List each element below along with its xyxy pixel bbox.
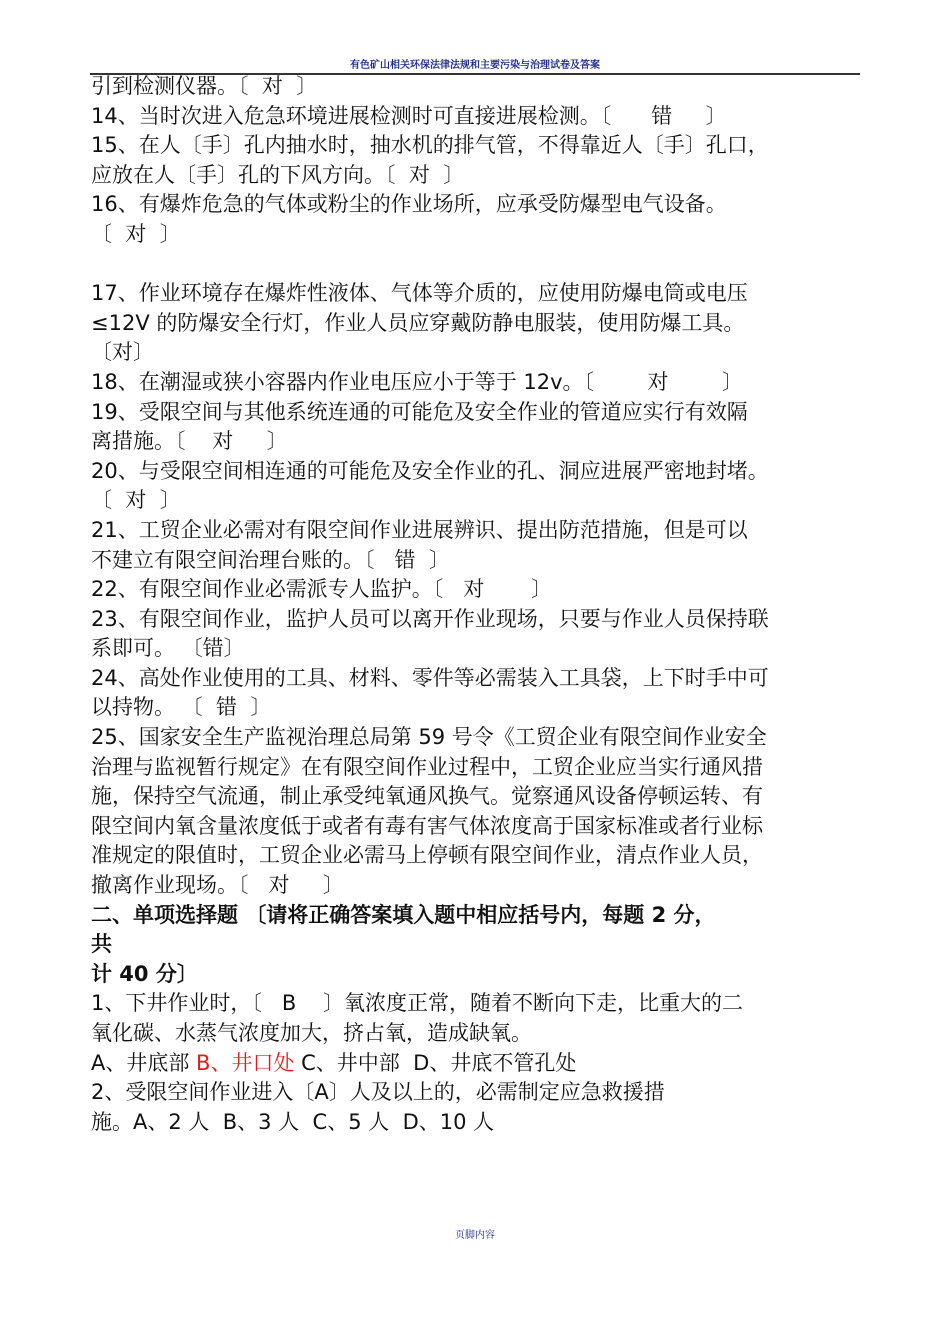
section-heading: 二、单项选择题 〔请将正确答案填入题中相应括号内，每题 2 分， — [91, 902, 716, 927]
text-line: 撤离作业现场。〔 对 〕 — [91, 873, 344, 898]
text-line: 施。A、2 人 B、3 人 C、5 人 D、10 人 — [91, 1109, 495, 1134]
document-body — [91, 72, 881, 1137]
text-line: 〔 对 〕 — [91, 221, 181, 246]
question-24: 24、高处作业使用的工具、材料、零件等必需装入工具袋，上下时手中可 — [91, 665, 769, 690]
question-23: 23、有限空间作业，监护人员可以离开作业现场，只要与作业人员保持联 — [91, 606, 769, 631]
question-21: 21、工贸企业必需对有限空间作业进展辨识、提出防范措施，但是可以 — [91, 517, 748, 542]
mc-question-2: 2、受限空间作业进入〔A〕人及以上的，必需制定应急救援措 — [91, 1080, 665, 1105]
question-16: 16、有爆炸危急的气体或粉尘的作业场所，应承受防爆型电气设备。 — [91, 192, 727, 217]
text-line: 限空间内氧含量浓度低于或者有毒有害气体浓度高于国家标准或者行业标 — [91, 813, 763, 838]
text-line: 应放在人〔手〕孔的下风方向。〔 对 〕 — [91, 162, 465, 187]
text-line: 不建立有限空间治理台账的。〔 错 〕 — [91, 547, 450, 572]
text-line: 施，保持空气流通，制止承受纯氧通风换气。觉察通风设备停顿运转、有 — [91, 784, 763, 809]
text-line: 引到检测仪器。〔 对 〕 — [91, 74, 318, 98]
option-a: A、井底部 — [91, 1050, 197, 1075]
page-footer: 页脚内容 — [455, 1230, 495, 1241]
text-line: 系即可。 〔错〕 — [91, 636, 245, 661]
question-25: 25、国家安全生产监视治理总局第 59 号令《工贸企业有限空间作业安全 — [91, 725, 767, 750]
text-line: 离措施。〔 对 〕 — [91, 429, 288, 454]
question-17: 17、作业环境存在爆炸性液体、气体等介质的，应使用防爆电筒或电压 — [91, 281, 748, 306]
text-line: 以持物。 〔 错 〕 — [91, 695, 272, 720]
page-header: 有色矿山相关环保法律法规和主要污染与治理试卷及答案 — [90, 56, 860, 75]
spacer — [91, 250, 881, 280]
question-20: 20、与受限空间相连通的可能危及安全作业的孔、洞应进展严密地封堵。 — [91, 458, 769, 483]
mc-question-1: 1、下井作业时，〔 B 〕氧浓度正常，随着不断向下走，比重大的二 — [91, 991, 743, 1016]
option-b-answer: B、井口处 — [196, 1050, 295, 1075]
question-19: 19、受限空间与其他系统连通的可能危及安全作业的管道应实行有效隔 — [91, 399, 748, 424]
mc-options-1 — [91, 1049, 881, 1079]
text-line: ≤12V 的防爆安全行灯，作业人员应穿戴防静电服装，使用防爆工具。 — [91, 310, 745, 335]
text-line: 氧化碳、水蒸气浓度加大，挤占氧，造成缺氧。 — [91, 1021, 532, 1045]
question-18: 18、在潮湿或狭小容器内作业电压应小于等于 12v。〔 对 〕 — [91, 369, 743, 394]
section-heading-cont: 计 40 分〕 — [91, 961, 198, 986]
text-line: 治理与监视暂行规定》在有限空间作业过程中，工贸企业应当实行通风措 — [91, 754, 763, 779]
text-line: 〔 对 〕 — [91, 488, 181, 513]
text-line: 〔对〕 — [91, 340, 154, 365]
option-c-d: C、井中部 D、井底不管孔处 — [294, 1050, 577, 1075]
section-heading-cont: 共 — [91, 932, 112, 957]
text-line: 准规定的限值时，工贸企业必需马上停顿有限空间作业，清点作业人员， — [91, 843, 763, 868]
question-22: 22、有限空间作业必需派专人监护。〔 对 〕 — [91, 577, 552, 602]
question-15: 15、在人〔手〕孔内抽水时，抽水机的排气管，不得靠近人〔手〕孔口， — [91, 133, 769, 158]
question-14: 14、当时次进入危急环境进展检测时可直接进展检测。〔 错 〕 — [91, 103, 727, 128]
